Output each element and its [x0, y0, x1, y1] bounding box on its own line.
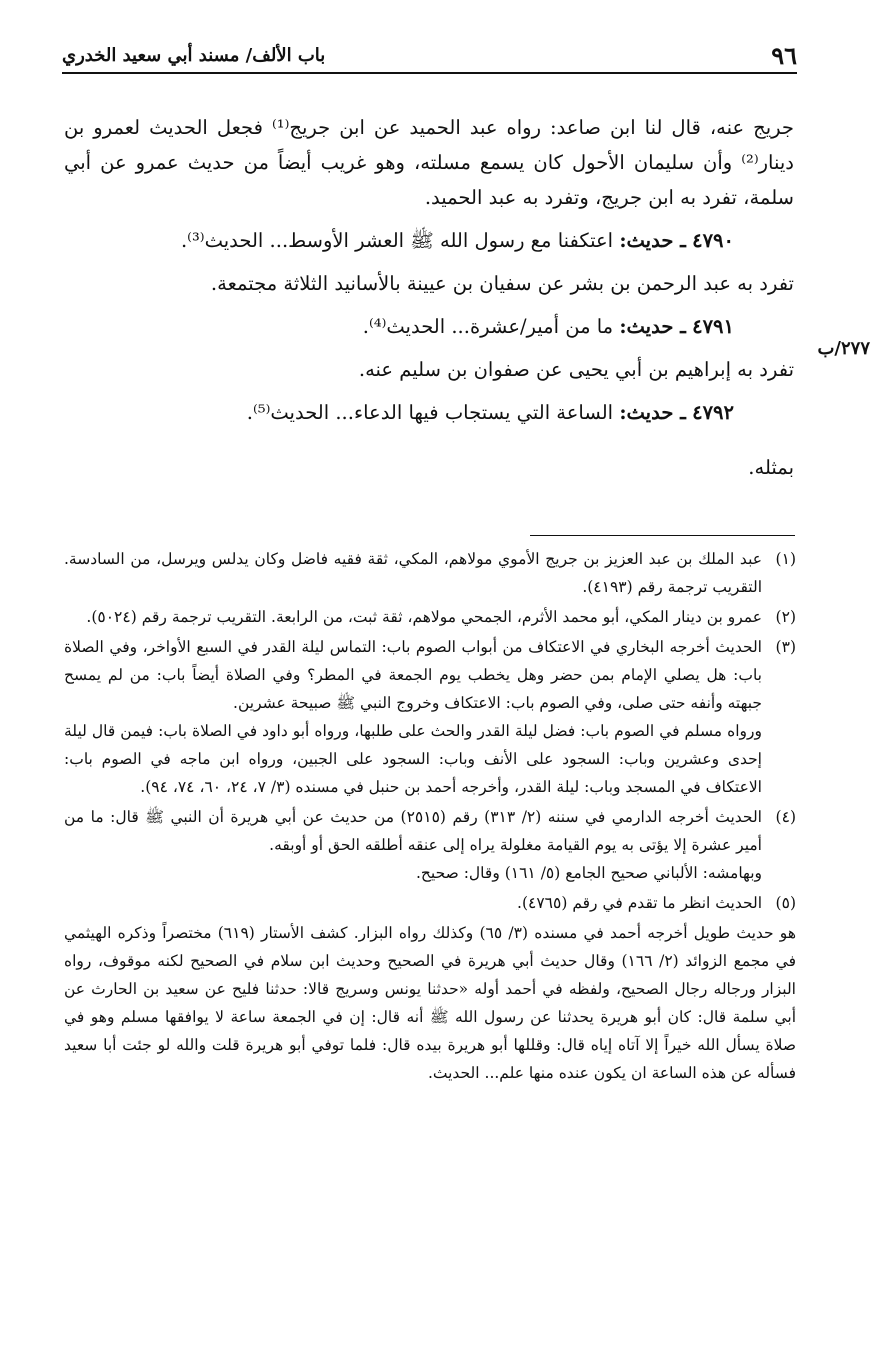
running-title: باب الألف/ مسند أبي سعيد الخدري — [62, 44, 326, 66]
footnote-number: (٣) — [775, 638, 796, 656]
footnote — [64, 545, 796, 601]
footnote-text: الحديث أخرجه البخاري في الاعتكاف من أبواب الصوم باب: التماس ليلة القدر في السبع الأواخر، وفي الصلاة باب: هل يصلي الإمام بمن حضر وهل يخطب يوم الجمعة في المطر؟ وفي الصلاة أيضاً باب: من لم يمسح جبهته وأنفه حتى صلى، وفي الصوم باب: الاعتكاف وخروج النبي ﷺ صبيحة عشرين. — [64, 638, 762, 712]
footnote-text: الحديث انظر ما تقدم في رقم (٤٧٦٥). — [517, 894, 762, 912]
footnote-text: الحديث أخرجه الدارمي في سننه (٢/ ٣١٣) رقم (٢٥١٥) من حديث عن أبي هريرة أن النبي ﷺ قال: ما من أمير عشرة إلا يؤتى به يوم القيامة مغلولة يراه إلى عنقه أطلقه الحق أو أوبقه. — [64, 808, 762, 854]
hadith-entry-4791 — [64, 309, 794, 344]
hadith-text: اعتكفنا مع رسول الله ﷺ العشر الأوسط... الحديث⁽³⁾. — [180, 229, 614, 252]
margin-folio-marker: ٢٧٧/ب — [817, 338, 870, 359]
hadith-number: ٤٧٩١ — [692, 315, 734, 338]
hadith-text: ما من أمير/عشرة... الحديث⁽⁴⁾. — [362, 315, 614, 338]
hadith-text: الساعة التي يستجاب فيها الدعاء... الحديث⁽⁵⁾. — [246, 401, 614, 424]
footnote-continuation: هو حديث طويل أخرجه أحمد في مسنده (٣/ ٦٥) وكذلك رواه البزار. كشف الأستار (٦١٩) مختصراً وذكره الهيثمي في مجمع الزوائد (٢/ ١٦٦) وقال حديث أبي هريرة في الصحيح وحديث ابن سلام في الصحيح لكنه موقوف، رواه البزار ورجاله رجال الصحيح، ولفظه في أحمد أوله «حدثنا يونس وسريج قالا: حدثنا فليح عن سعيد بن الحارث عن أبي سلمة قال: كان أبو هريرة يحدثنا عن رسول الله ﷺ أنه قال: إن في الجمعة ساعة لا يوافقها مسلم وهو في صلاة يسأل الله خيراً إلا آتاه إياه قال: وقللها أبو هريرة بيده قال: فلما توفي أبو هريرة قلت والله لو جئت أبا سعيد فسأله عن هذه الساعة ان يكون عنده منها علم... الحديث. — [64, 924, 797, 1082]
hadith-note: تفرد به إبراهيم بن أبي يحيى عن صفوان بن سليم عنه. — [358, 358, 794, 381]
hadith-entry-4790 — [64, 223, 794, 258]
footnote — [64, 603, 796, 631]
footnote — [64, 889, 796, 917]
footnote-separator — [530, 535, 795, 536]
footnote — [64, 803, 796, 887]
hadith-note: تفرد به عبد الرحمن بن بشر عن سفيان بن عيينة بالأسانيد الثلاثة مجتمعة. — [210, 272, 794, 295]
footnote — [64, 633, 796, 801]
hadith-entry-4792 — [64, 395, 794, 430]
footnote-text: وبهامشه: الألباني صحيح الجامع (٥/ ١٦١) وقال: صحيح. — [416, 864, 762, 882]
footnote-text: عبد الملك بن عبد العزيز بن جريج الأموي مولاهم، المكي، ثقة فقيه فاضل وكان يدلس ويرسل، من السادسة. التقريب ترجمة رقم (٤١٩٣). — [64, 550, 762, 596]
footnote-text: ورواه مسلم في الصوم باب: فضل ليلة القدر والحث على طلبها، ورواه أبو داود في الصلاة باب: فيمن قال ليلة إحدى وعشرين وباب: السجود على الأنف وباب: السجود على الجبين، ورواه ابن ماجه في الصوم باب: الاعتكاف في المسجد وباب: ليلة القدر، وأخرجه أحمد بن حنبل في مسنده (٣/ ٧، ٢٤، ٦٠، ٧٤، ٩٤). — [64, 722, 762, 796]
footnote-number: (٤) — [775, 808, 796, 826]
footnote-number: (٥) — [775, 894, 796, 912]
hadith-label: ـ حديث: — [619, 315, 686, 338]
footnote-text: عمرو بن دينار المكي، أبو محمد الأثرم، الجمحي مولاهم، ثقة ثبت، من الرابعة. التقريب ترجمة رقم (٥٠٢٤). — [86, 608, 762, 626]
main-text — [64, 110, 794, 485]
hadith-label: ـ حديث: — [619, 229, 686, 252]
paragraph-intro: جريج عنه، قال لنا ابن صاعد: رواه عبد الحميد عن ابن جريج⁽¹⁾ فجعل الحديث لعمرو بن دينار⁽²⁾ وأن سليمان الأحول كان يسمع مسلته، وهو غريب أيضاً من حديث عمرو عن أبي سلمة، تفرد به ابن جريج، وتفرد به عبد الحميد. — [64, 116, 794, 209]
hadith-label: ـ حديث: — [619, 401, 686, 424]
footnotes — [64, 545, 796, 1087]
hadith-number: ٤٧٩٢ — [692, 401, 734, 424]
footnote-number: (٢) — [775, 608, 796, 626]
footnote-number: (١) — [775, 550, 796, 568]
page-header — [62, 38, 797, 74]
page-number: ٩٦ — [771, 40, 797, 70]
hadith-number: ٤٧٩٠ — [692, 229, 734, 252]
closing-text: بمثله. — [748, 456, 794, 479]
